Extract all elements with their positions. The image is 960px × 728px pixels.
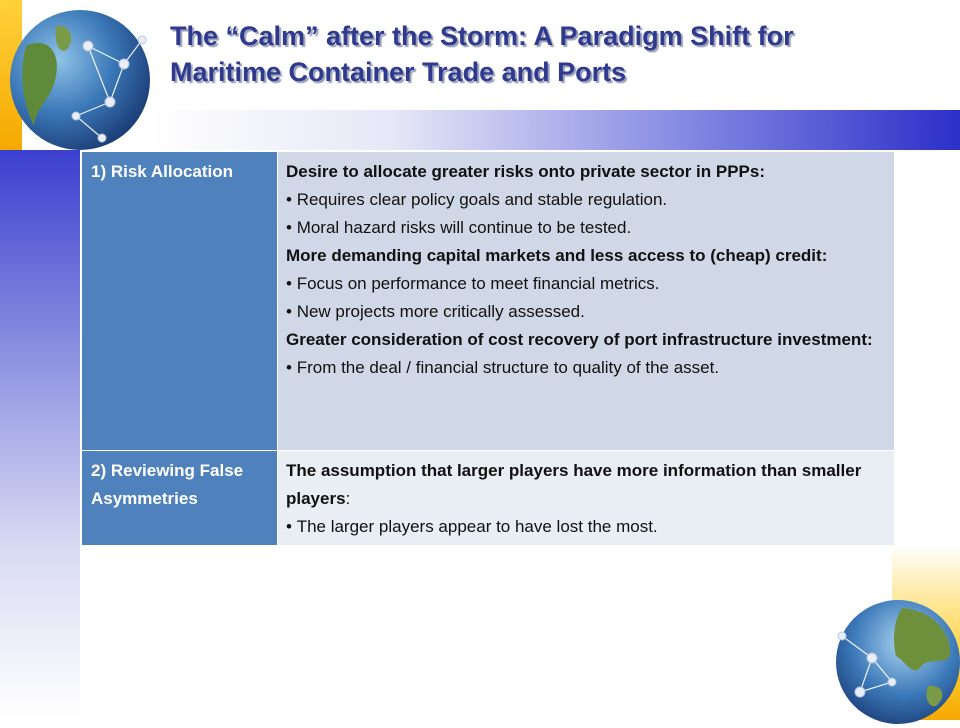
table-row bbox=[82, 152, 895, 451]
bullet-item: • From the deal / financial structure to quality of the asset. bbox=[286, 354, 888, 382]
heading-suffix: : bbox=[345, 489, 351, 508]
slide-title-line: The “Calm” after the Storm: A Paradigm Shift for bbox=[170, 21, 794, 51]
block-heading: Desire to allocate greater risks onto private sector in PPPs: bbox=[286, 162, 766, 181]
bullet-item: • Focus on performance to meet financial metrics. bbox=[286, 270, 888, 298]
left-gradient-band bbox=[0, 150, 80, 720]
bullet-item: • The larger players appear to have lost the most. bbox=[286, 513, 888, 541]
row-description bbox=[278, 451, 895, 546]
title-gradient-bar bbox=[150, 110, 960, 150]
table-row bbox=[82, 451, 895, 546]
block-heading: Greater consideration of cost recovery of port infrastructure investment: bbox=[286, 330, 873, 349]
row-label: 2) Reviewing False Asymmetries bbox=[82, 451, 278, 546]
block-heading: The assumption that larger players have more information than smaller players bbox=[286, 461, 862, 508]
block-heading: More demanding capital markets and less access to (cheap) credit: bbox=[286, 246, 828, 265]
bullet-item: • New projects more critically assessed. bbox=[286, 298, 888, 326]
bullet-item: • Moral hazard risks will continue to be tested. bbox=[286, 214, 888, 242]
row-description bbox=[278, 152, 895, 451]
row-label: 1) Risk Allocation bbox=[82, 152, 278, 451]
globe-network-icon bbox=[6, 6, 154, 154]
content-table bbox=[81, 151, 895, 546]
slide-title bbox=[170, 18, 930, 90]
globe-network-icon bbox=[832, 596, 960, 728]
slide-title-line: Maritime Container Trade and Ports bbox=[170, 57, 627, 87]
bullet-item: • Requires clear policy goals and stable regulation. bbox=[286, 186, 888, 214]
